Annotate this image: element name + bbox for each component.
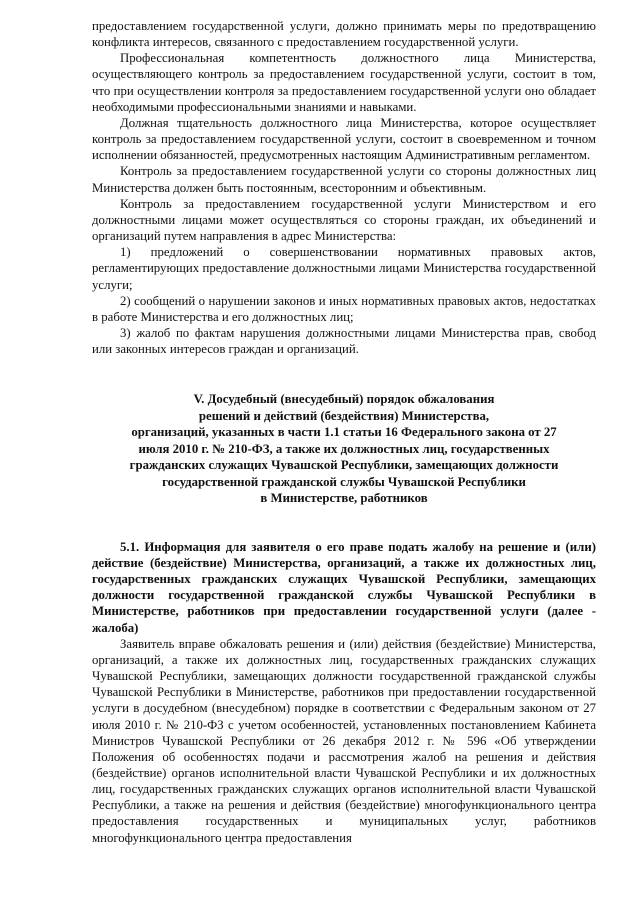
section-heading-line: организаций, указанных в части 1.1 статьи 16 Федерального закона от 27 — [131, 425, 557, 440]
paragraph-public-control: Контроль за предоставлением государственной услуги Министерством и его должностными лицами может осуществляться со стороны граждан, их объединений и организаций путем направления в адрес Министерства: — [92, 196, 596, 244]
paragraph-diligence: Должная тщательность должностного лица Министерства, которое осуществляет контроль за предоставлением государственной услуги, состоит в своевременном и точном исполнении обязанностей, предусмотренных настоящим Административным регламентом. — [92, 115, 596, 163]
section-heading-line: в Министерстве, работников — [260, 491, 428, 506]
list-item-proposals: 1) предложений о совершенствовании нормативных правовых актов, регламентирующих предоставление должностными лицами Министерства государственной услуги; — [92, 245, 596, 292]
paragraph-control-nature: Контроль за предоставлением государственной услуги со стороны должностных лиц Министерства должен быть постоянным, всесторонним и объективным. — [92, 164, 596, 195]
section-heading-line: решений и действий (бездействия) Министерства, — [198, 408, 490, 423]
section-heading-line: гражданских служащих Чувашской Республики, замещающих должности — [129, 458, 559, 473]
subsection-title: 5.1. Информация для заявителя о его праве подать жалобу на решение и (или) действие (бездействие) Министерства, организаций, а также их должностных лиц, государственных гражданских служащих Чувашской Республики, замещающих должности государственной гражданской службы Чувашской Республики в Министерстве, работников при предоставлении государственной услуги (далее - жалоба) — [92, 539, 596, 635]
list-item-reports: 2) сообщений о нарушении законов и иных нормативных правовых актов, недостатках в работе Министерства и его должностных лиц; — [92, 293, 596, 324]
paragraph-continuation: предоставлением государственной услуги, должно принимать меры по предотвращению конфликта интересов, связанного с предоставлением государственной услуги. — [92, 19, 596, 50]
section-heading — [92, 391, 596, 507]
paragraph-competence: Профессиональная компетентность должностного лица Министерства, осуществляющего контроль за предоставлением государственной услуги, состоит в том, что при осуществлении контроля за предоставлением государственной услуги оно обладает необходимыми профессиональными знаниями и навыками. — [92, 51, 596, 114]
section-heading-line: государственной гражданской службы Чувашской Республики — [162, 474, 526, 489]
section-heading-line: июля 2010 г. № 210-ФЗ, а также их должностных лиц, государственных — [138, 441, 550, 456]
paragraph-appeal-right: Заявитель вправе обжаловать решения и (или) действия (бездействие) Министерства, организаций, а также их должностных лиц, государственных гражданских служащих Чувашской Республики, замещающих должности государственной гражданской службы Чувашской Республики в Министерстве, работников при предоставлении государственной услуги в досудебном (внесудебном) порядке в соответствии с Федеральным законом от 27 июля 2010 г. № 210-ФЗ с учетом особенностей, установленных постановлением Кабинета Министров Чувашской Республики от 26 декабря 2012 г. № 596 «Об утверждении Положения об особенностях подачи и рассмотрения жалоб на решения и действия (бездействие) органов исполнительной власти Чувашской Республики и их должностных лиц, государственных гражданских служащих органов исполнительной власти Чувашской Республики, а также на решения и действия (бездействие) многофункционального центра предоставления государственных и муниципальных услуг, работников многофункционального центра предоставления — [92, 636, 596, 845]
list-item-complaints: 3) жалоб по фактам нарушения должностными лицами Министерства прав, свобод или законных интересов граждан и организаций. — [92, 325, 596, 357]
section-heading-line: V. Досудебный (внесудебный) порядок обжалования — [193, 392, 495, 407]
